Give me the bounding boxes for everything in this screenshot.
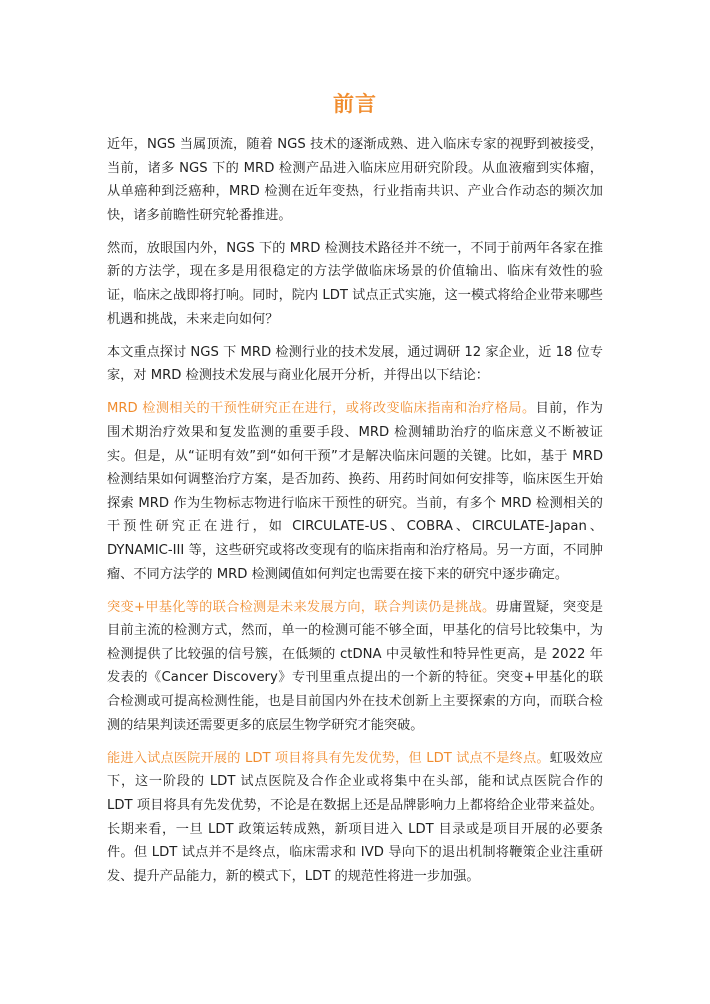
paragraph-5-text: 毋庸置疑，突变是目前主流的检测方式，然而，单一的检测可能不够全面，甲基化的信号比较集中，为检测提供了比较强的信号簇，在低频的 ctDNA 中灵敏性和特异性更高，是 2022 年发表的《Cancer Discovery》专刊里重点提出的一个新的特征。突变+甲基化的联合检测或可提高检测性能，也是目前国内外在技术创新上主要探索的方向，而联合检测的结果判读还需要更多的底层生物学研究才能突破。 <box>107 599 603 733</box>
paragraph-1 <box>107 133 603 227</box>
paragraph-5 <box>107 596 603 738</box>
paragraph-6-highlight: 能进入试点医院开展的 LDT 项目将具有先发优势，但 LDT 试点不是终点。 <box>107 750 550 766</box>
paragraph-2-text: 然而，放眼国内外，NGS 下的 MRD 检测技术路径并不统一，不同于前两年各家在推新的方法学，现在多是用很稳定的方法学做临床场景的价值输出、临床有效性的验证，临床之战即将打响。同时，院内 LDT 试点正式实施，这一模式将给企业带来哪些机遇和挑战，未来走向如何？ <box>107 240 603 327</box>
paragraph-4-highlight: MRD 检测相关的干预性研究正在进行，或将改变临床指南和治疗格局。 <box>107 401 536 417</box>
paragraph-3-text: 本文重点探讨 NGS 下 MRD 检测行业的技术发展，通过调研 12 家企业，近 18 位专家，对 MRD 检测技术发展与商业化展开分析，并得出以下结论： <box>107 344 603 384</box>
paragraph-5-highlight: 突变+甲基化等的联合检测是未来发展方向，联合判读仍是挑战。 <box>107 599 496 615</box>
paragraph-6-text: 虹吸效应下，这一阶段的 LDT 试点医院及合作企业或将集中在头部，能和试点医院合作的 LDT 项目将具有先发优势，不论是在数据上还是品牌影响力上都将给企业带来益处。长期来看，一旦 LDT 政策运转成熟，新项目进入 LDT 目录或是项目开展的必要条件。但 LDT 试点并不是终点，临床需求和 IVD 导向下的退出机制将鞭策企业注重研发、提升产品能力，新的模式下，LDT 的规范性将进一步加强。 <box>107 750 603 884</box>
paragraph-1-text: 近年，NGS 当属顶流，随着 NGS 技术的逐渐成熟、进入临床专家的视野到被接受，当前，诸多 NGS 下的 MRD 检测产品进入临床应用研究阶段。从血液瘤到实体瘤，从单癌种到泛癌种，MRD 检测在近年变热，行业指南共识、产业合作动态的频次加快，诸多前瞻性研究轮番推进。 <box>107 137 603 223</box>
paragraph-4-text: 目前，作为围术期治疗效果和复发监测的重要手段、MRD 检测辅助治疗的临床意义不断被证实。但是，从“证明有效”到“如何干预”才是解决临床问题的关键。比如，基于 MRD 检测结果如何调整治疗方案，是否加药、换药、用药时间如何安排等，临床医生开始探索 MRD 作为生物标志物进行临床干预性的研究。当前，有多个 MRD 检测相关的干预性研究正在进行，如 CIRCULATE-US、COBRA、CIRCULATE-Japan、DYNAMIC-III 等，这些研究或将改变现有的临床指南和治疗格局。另一方面，不同肿瘤、不同方法学的 MRD 检测阈值如何判定也需要在接下来的研究中逐步确定。 <box>107 401 603 582</box>
paragraph-6 <box>107 747 603 889</box>
paragraph-2 <box>107 237 603 331</box>
paragraph-3 <box>107 341 603 388</box>
paragraph-4 <box>107 397 603 586</box>
body-text <box>107 133 603 898</box>
page-title: 前言 <box>333 92 377 116</box>
